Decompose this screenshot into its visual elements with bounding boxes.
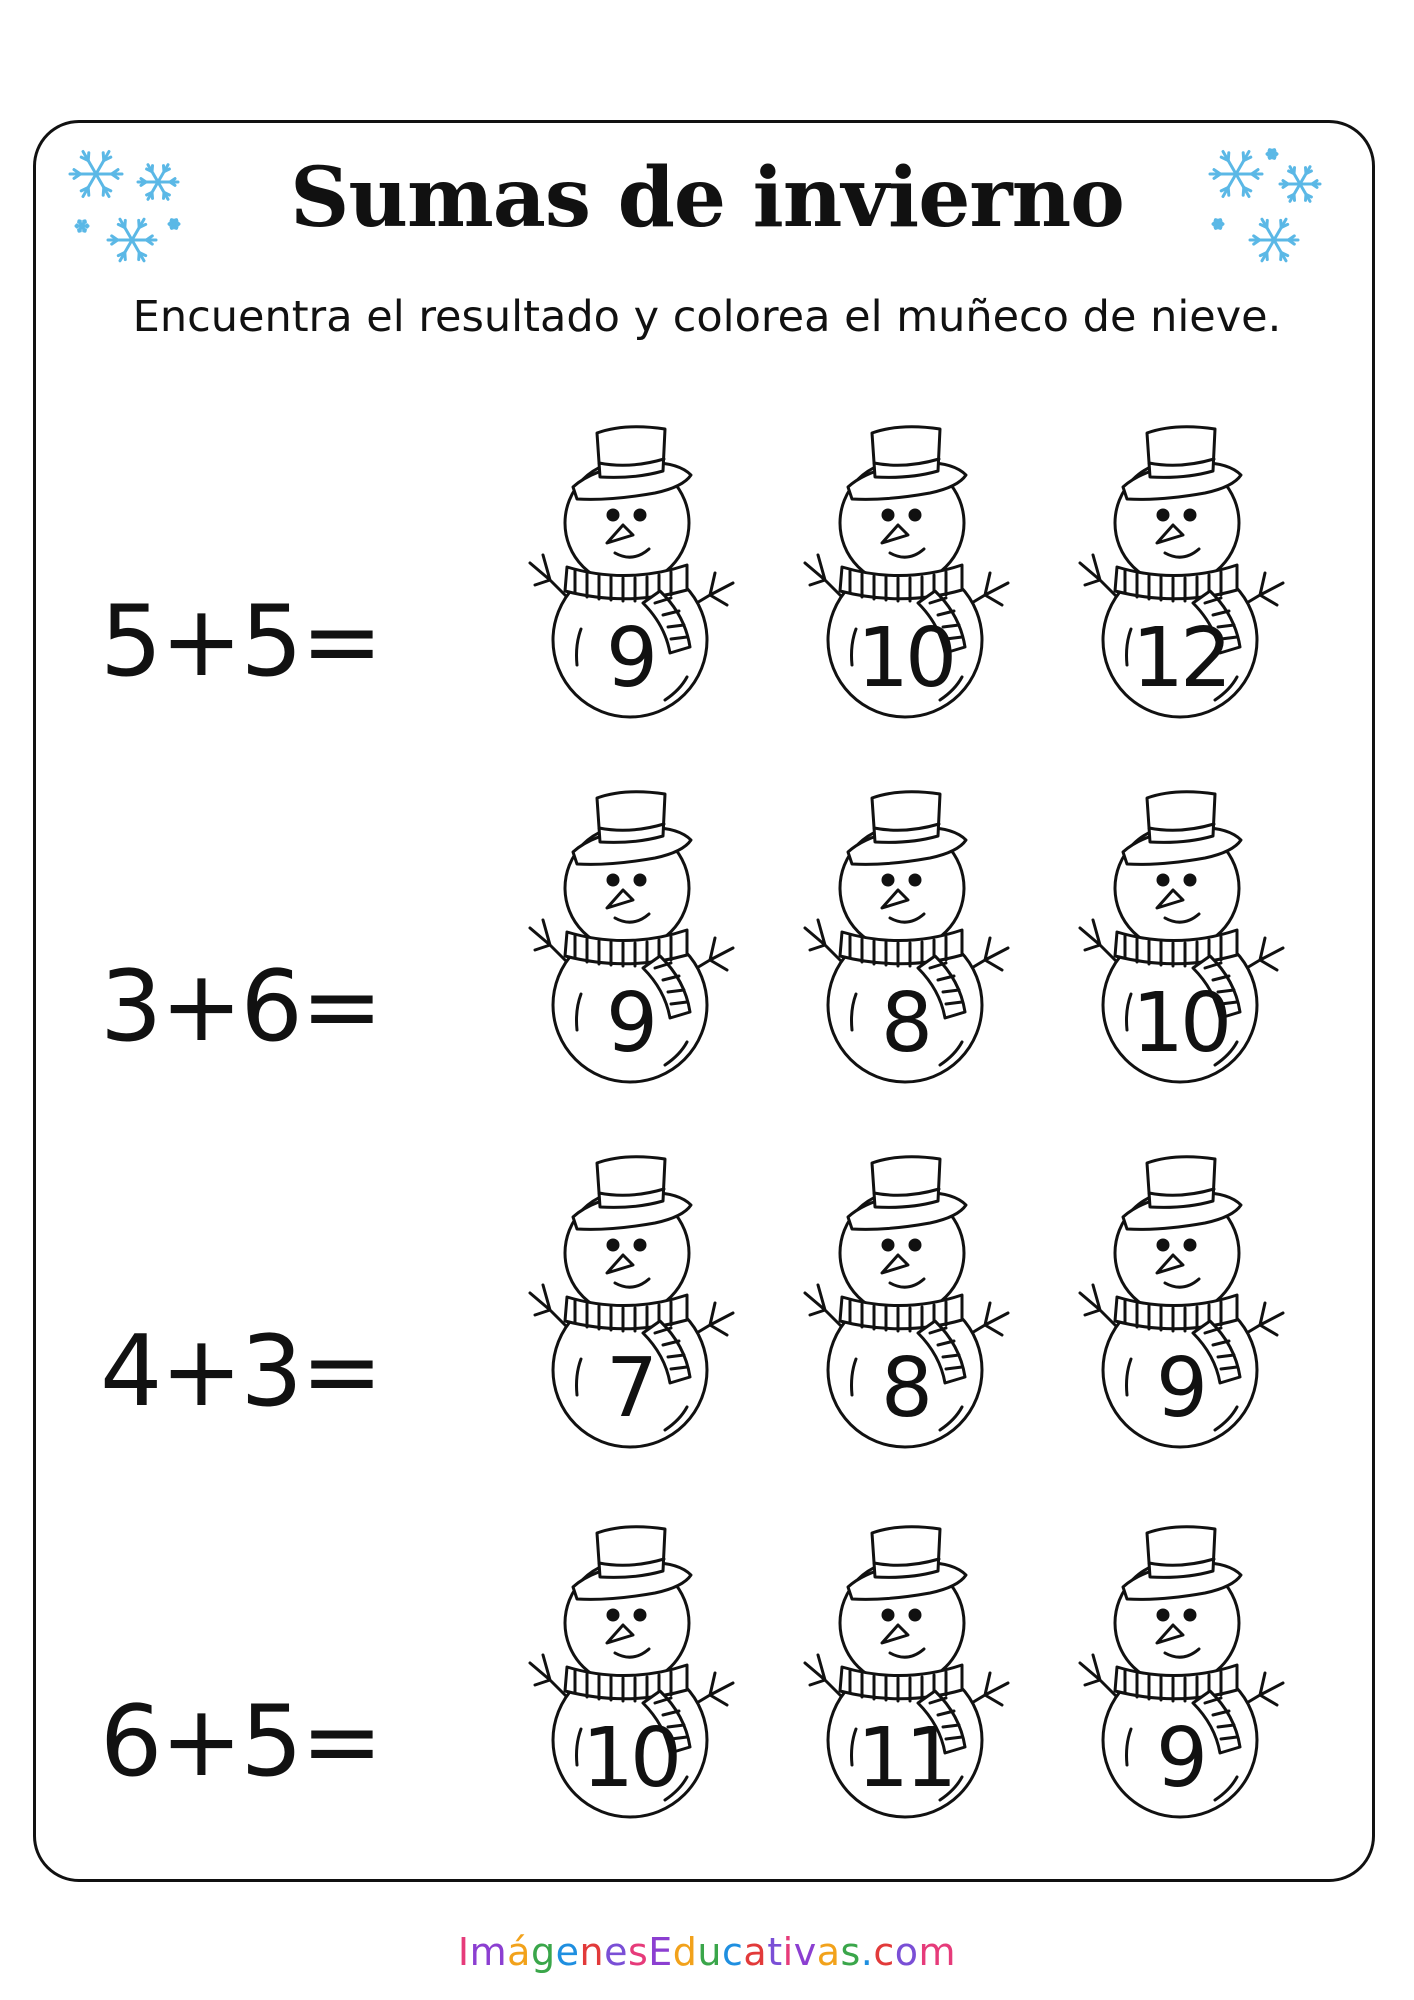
answer-number: 11	[856, 1711, 954, 1806]
snowman-answer-option[interactable]	[515, 415, 745, 725]
worksheet-instruction: Encuentra el resultado y colorea el muñeco de nieve.	[132, 292, 1282, 342]
answer-number: 9	[605, 611, 655, 706]
footer-brand: ImágenesEducativas.com	[457, 1930, 957, 1974]
exercise-row	[0, 1145, 1414, 1445]
worksheet-title: Sumas de invierno	[290, 150, 1124, 246]
answer-number: 9	[1155, 1341, 1205, 1436]
addition-equation: 3+6=	[100, 950, 381, 1064]
answer-number: 10	[1131, 976, 1229, 1071]
snowman-answer-option[interactable]	[1065, 415, 1295, 725]
snowman-answer-option[interactable]	[515, 780, 745, 1090]
exercise-row	[0, 1515, 1414, 1815]
snowman-answer-option[interactable]	[790, 780, 1020, 1090]
exercise-row	[0, 780, 1414, 1080]
answer-number: 9	[605, 976, 655, 1071]
snowman-answer-option[interactable]	[515, 1145, 745, 1455]
addition-equation: 6+5=	[100, 1685, 381, 1799]
snowman-answer-option[interactable]	[790, 415, 1020, 725]
snowman-answer-option[interactable]	[1065, 1515, 1295, 1825]
answer-number: 12	[1131, 611, 1229, 706]
addition-equation: 4+3=	[100, 1315, 381, 1429]
answer-number: 10	[856, 611, 954, 706]
answer-number: 7	[605, 1341, 655, 1436]
snowman-answer-option[interactable]	[1065, 1145, 1295, 1455]
snowman-answer-option[interactable]	[790, 1515, 1020, 1825]
snowman-answer-option[interactable]	[790, 1145, 1020, 1455]
snowman-answer-option[interactable]	[515, 1515, 745, 1825]
answer-number: 10	[581, 1711, 679, 1806]
addition-equation: 5+5=	[100, 585, 381, 699]
answer-number: 8	[880, 976, 930, 1071]
answer-number: 8	[880, 1341, 930, 1436]
answer-number: 9	[1155, 1711, 1205, 1806]
snowman-answer-option[interactable]	[1065, 780, 1295, 1090]
exercise-row	[0, 415, 1414, 715]
